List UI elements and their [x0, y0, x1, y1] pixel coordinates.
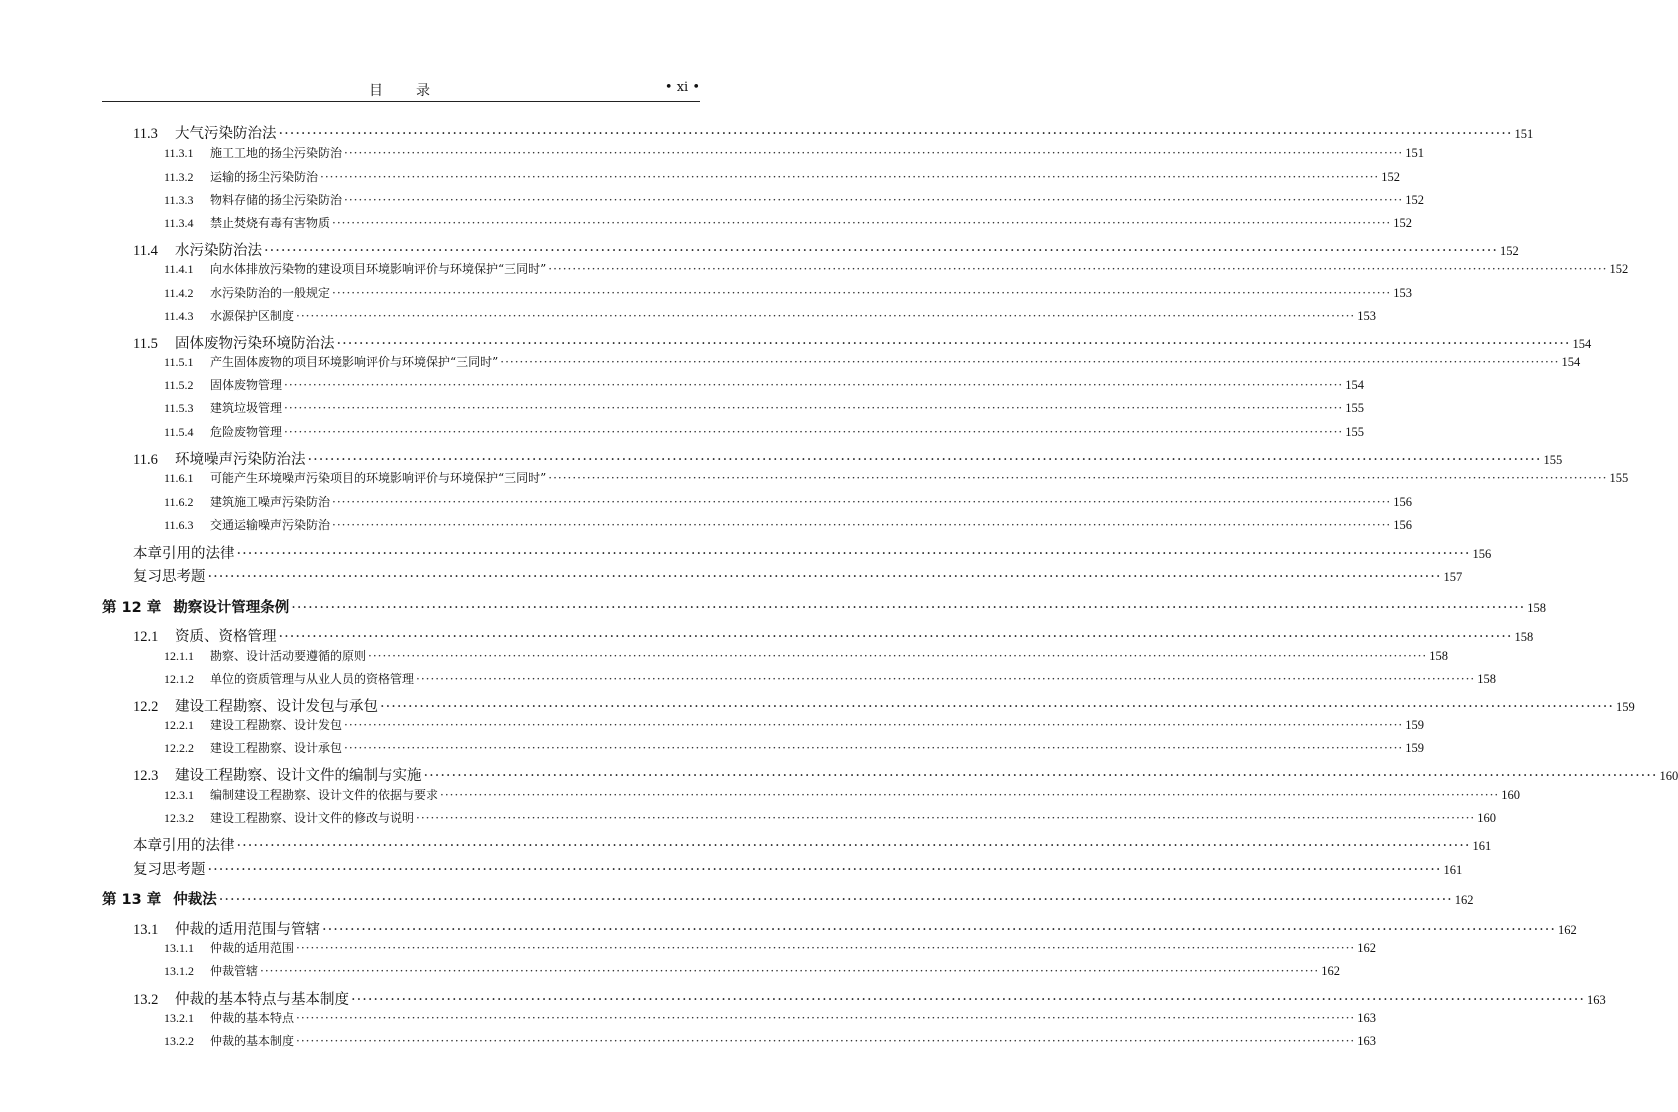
toc-entry[interactable]	[164, 423, 1364, 440]
dot-leader: ····························································································································································································································	[332, 286, 1392, 300]
toc-entry-page: 157	[1443, 570, 1463, 584]
toc-entry-page: 156	[1393, 495, 1412, 509]
toc-entry-title: 仲裁的基本特点	[210, 1011, 295, 1025]
header-rule	[102, 101, 700, 102]
toc-entry-title: 复习思考题	[133, 569, 206, 585]
toc-entry[interactable]	[133, 918, 1577, 939]
toc-entry-page: 162	[1558, 923, 1577, 937]
toc-entry-page: 152	[1393, 216, 1412, 230]
toc-entry-page: 155	[1345, 401, 1364, 415]
toc-entry-number: 13.2.1	[164, 1011, 194, 1025]
toc-entry[interactable]	[133, 695, 1635, 716]
toc-entry[interactable]	[102, 596, 1547, 617]
dot-leader: ····························································································································································································································	[344, 741, 1404, 755]
toc-entry[interactable]	[164, 716, 1424, 733]
toc-entry-number: 11.3.1	[164, 146, 194, 160]
toc-entry[interactable]	[164, 809, 1496, 826]
toc-entry-page: 155	[1543, 453, 1563, 467]
toc-entry[interactable]	[164, 493, 1412, 510]
toc-entry[interactable]	[164, 1032, 1376, 1049]
toc-entry-page: 163	[1357, 1011, 1376, 1025]
toc-entry-number: 11.6	[133, 452, 158, 468]
toc-entry-title: 建设工程勘察、设计发包	[210, 718, 343, 732]
toc-entry-number: 11.3	[133, 126, 158, 142]
toc-entry[interactable]	[133, 858, 1463, 879]
toc-entry[interactable]	[133, 565, 1463, 586]
toc-entry-page: 162	[1357, 941, 1376, 955]
toc-entry-title: 建设工程勘察、设计文件的编制与实施	[175, 768, 422, 784]
toc-entry[interactable]	[133, 332, 1592, 353]
dot-leader: ····························································································································································································································	[416, 672, 1476, 686]
header-page-number: • xi •	[664, 80, 700, 95]
dot-leader: ····························································································································································································································	[320, 170, 1380, 184]
toc-entry[interactable]	[164, 214, 1412, 231]
toc-entry[interactable]	[164, 144, 1424, 161]
toc-entry-page: 160	[1501, 788, 1520, 802]
dot-leader: ····························································································································································································································	[207, 862, 1442, 878]
dot-leader: ····························································································································································································································	[296, 941, 1356, 955]
toc-entry-title: 仲裁管辖	[210, 964, 259, 978]
toc-entry-title: 建设工程勘察、设计发包与承包	[175, 699, 378, 715]
toc-entry-title: 环境噪声污染防治法	[175, 452, 306, 468]
toc-entry[interactable]	[164, 191, 1424, 208]
toc-entry[interactable]	[164, 399, 1364, 416]
header-title-right: 录	[416, 83, 433, 99]
toc-entry[interactable]	[133, 764, 1678, 785]
toc-entry-title: 水污染防治的一般规定	[210, 286, 331, 300]
toc-entry-number: 11.6.2	[164, 495, 194, 509]
dot-leader: ····························································································································································································································	[332, 518, 1392, 532]
toc-entry-title: 勘察设计管理条例	[173, 600, 290, 616]
toc-entry-title: 单位的资质管理与从业人员的资格管理	[210, 672, 415, 686]
toc-entry-title: 仲裁的基本制度	[210, 1034, 295, 1048]
toc-entry-title: 固体废物管理	[210, 378, 283, 392]
dot-leader: ····························································································································································································································	[344, 146, 1404, 160]
toc-entry-page: 152	[1405, 193, 1424, 207]
dot-leader: ····························································································································································································································	[423, 768, 1658, 784]
toc-entry-page: 158	[1429, 649, 1448, 663]
toc-entry[interactable]	[164, 670, 1496, 687]
toc-entry-page: 152	[1609, 262, 1629, 276]
toc-entry-page: 151	[1405, 146, 1424, 160]
dot-leader: ····························································································································································································································	[332, 495, 1392, 509]
dot-leader: ····························································································································································································································	[284, 425, 1344, 439]
dot-leader: ····························································································································································································································	[548, 262, 1608, 276]
dot-leader: ····························································································································································································································	[344, 193, 1404, 207]
toc-entry-number: 11.5	[133, 336, 158, 352]
toc-entry-number: 13.1.1	[164, 941, 194, 955]
toc-entry-page: 155	[1609, 471, 1629, 485]
dot-leader: ····························································································································································································································	[322, 922, 1557, 938]
toc-entry-number: 12.1.2	[164, 672, 194, 686]
toc-entry-title: 资质、资格管理	[175, 629, 277, 645]
dot-leader: ····························································································································································································································	[368, 649, 1428, 663]
dot-leader: ····························································································································································································································	[416, 811, 1476, 825]
toc-entry[interactable]	[164, 353, 1581, 370]
running-header	[102, 76, 700, 102]
toc-entry-title: 建设工程勘察、设计文件的修改与说明	[210, 811, 415, 825]
dot-leader: ····························································································································································································································	[296, 309, 1356, 323]
toc-entry[interactable]	[133, 448, 1563, 469]
toc-entry-title: 建筑施工噪声污染防治	[210, 495, 331, 509]
toc-entry-page: 159	[1405, 741, 1424, 755]
toc-entry-number: 11.5.3	[164, 401, 194, 415]
toc-entry-number: 11.5.4	[164, 425, 194, 439]
toc-entry-title: 禁止焚烧有毒有害物质	[210, 216, 331, 230]
toc-entry-title: 大气污染防治法	[175, 126, 277, 142]
dot-leader: ····························································································································································································································	[218, 892, 1453, 908]
toc-entry-title: 向水体排放污染物的建设项目环境影响评价与环境保护“三同时”	[210, 262, 547, 276]
dot-leader: ····························································································································································································································	[332, 216, 1392, 230]
toc-entry-number: 11.5.2	[164, 378, 194, 392]
toc-entry-page: 161	[1443, 863, 1463, 877]
toc-entry-title: 物料存储的扬尘污染防治	[210, 193, 343, 207]
toc-entry-page: 158	[1527, 601, 1547, 615]
toc-entry-number: 13.1.2	[164, 964, 194, 978]
dot-leader: ····························································································································································································································	[260, 964, 1320, 978]
header-title-left: 目	[369, 83, 386, 99]
toc-entry-number: 12.3.2	[164, 811, 194, 825]
toc-entry-title: 水源保护区制度	[210, 309, 295, 323]
toc-entry-number: 第 12 章	[102, 600, 162, 616]
toc-entry-page: 162	[1454, 893, 1474, 907]
toc-entry-number: 11.4.3	[164, 309, 194, 323]
toc-entry-page: 151	[1514, 127, 1534, 141]
toc-entry[interactable]	[164, 307, 1376, 324]
toc-entry[interactable]	[164, 647, 1448, 664]
toc-entry-title: 危险废物管理	[210, 425, 283, 439]
toc-entry[interactable]	[133, 834, 1492, 855]
toc-entry-title: 施工工地的扬尘污染防治	[210, 146, 343, 160]
toc-entry-number: 12.1.1	[164, 649, 194, 663]
toc-entry-page: 161	[1472, 839, 1492, 853]
toc-entry-number: 12.2	[133, 699, 159, 715]
toc-entry-page: 159	[1405, 718, 1424, 732]
toc-entry-title: 编制建设工程勘察、设计文件的依据与要求	[210, 788, 439, 802]
toc-entry-number: 13.1	[133, 922, 159, 938]
toc-entry-page: 154	[1345, 378, 1364, 392]
toc-entry[interactable]	[133, 988, 1606, 1009]
toc-entry-number: 11.3.4	[164, 216, 194, 230]
toc-entry-number: 11.4.2	[164, 286, 194, 300]
toc-entry-number: 13.2	[133, 992, 159, 1008]
toc-entry-title: 运输的扬尘污染防治	[210, 170, 319, 184]
toc-entry-number: 12.2.2	[164, 741, 194, 755]
toc-entry-title: 本章引用的法律	[133, 838, 235, 854]
toc-entry-title: 固体废物污染环境防治法	[175, 336, 335, 352]
toc-entry[interactable]	[102, 888, 1474, 909]
toc-entry-title: 勘察、设计活动要遵循的原则	[210, 649, 367, 663]
toc-entry-page: 154	[1561, 355, 1581, 369]
toc-entry-title: 建设工程勘察、设计承包	[210, 741, 343, 755]
toc-entry[interactable]	[164, 284, 1412, 301]
toc-entry-number: 13.2.2	[164, 1034, 194, 1048]
dot-leader: ····························································································································································································································	[307, 452, 1542, 468]
toc-entry[interactable]	[133, 542, 1492, 563]
dot-leader: ····························································································································································································································	[351, 992, 1586, 1008]
toc-entry-number: 12.1	[133, 629, 159, 645]
dot-leader: ····························································································································································································································	[236, 838, 1471, 854]
toc-entry-title: 水污染防治法	[175, 243, 262, 259]
toc-entry-title: 仲裁的基本特点与基本制度	[175, 992, 349, 1008]
toc-entry-page: 160	[1659, 769, 1678, 783]
toc-entry-title: 建筑垃圾管理	[210, 401, 283, 415]
toc-entry-page: 154	[1572, 337, 1592, 351]
toc-entry-title: 复习思考题	[133, 862, 206, 878]
toc-entry-page: 159	[1616, 700, 1635, 714]
dot-leader: ····························································································································································································································	[296, 1011, 1356, 1025]
toc-entry[interactable]	[164, 168, 1400, 185]
toc-entry-title: 仲裁的适用范围与管辖	[175, 922, 320, 938]
toc-entry[interactable]	[133, 625, 1534, 646]
toc-entry[interactable]	[133, 239, 1519, 260]
dot-leader: ····························································································································································································································	[291, 600, 1526, 616]
dot-leader: ····························································································································································································································	[296, 1034, 1356, 1048]
toc-entry[interactable]	[164, 260, 1629, 277]
toc-entry[interactable]	[133, 122, 1534, 143]
toc-entry-page: 163	[1587, 993, 1606, 1007]
dot-leader: ····························································································································································································································	[380, 699, 1615, 715]
toc-entry-page: 152	[1500, 244, 1519, 258]
toc-entry-page: 162	[1321, 964, 1340, 978]
toc-entry[interactable]	[164, 739, 1424, 756]
toc-entry[interactable]	[164, 962, 1340, 979]
toc-entry-number: 第 13 章	[102, 892, 162, 908]
toc-entry-title: 仲裁法	[173, 892, 217, 908]
toc-entry-number: 11.3.3	[164, 193, 194, 207]
toc-entry-number: 11.3.2	[164, 170, 194, 184]
toc-entry-page: 153	[1357, 309, 1376, 323]
toc-entry-number: 11.4.1	[164, 262, 194, 276]
toc-entry-page: 156	[1472, 547, 1492, 561]
toc-entry-number: 12.2.1	[164, 718, 194, 732]
toc-entry[interactable]	[164, 376, 1364, 393]
toc-entry-title: 仲裁的适用范围	[210, 941, 295, 955]
dot-leader: ····························································································································································································································	[236, 546, 1471, 562]
toc-entry-page: 160	[1477, 811, 1496, 825]
toc-entry[interactable]	[164, 516, 1412, 533]
toc-entry[interactable]	[164, 469, 1629, 486]
toc-entry[interactable]	[164, 786, 1520, 803]
header-title	[102, 80, 700, 100]
toc-entry-title: 产生固体废物的项目环境影响评价与环境保护“三同时”	[210, 355, 499, 369]
toc-entry-number: 11.6.1	[164, 471, 194, 485]
toc-entry-title: 可能产生环境噪声污染项目的环境影响评价与环境保护“三同时”	[210, 471, 547, 485]
toc-entry-number: 12.3.1	[164, 788, 194, 802]
dot-leader: ····························································································································································································································	[207, 569, 1442, 585]
toc-entry-number: 12.3	[133, 768, 159, 784]
dot-leader: ····························································································································································································································	[264, 243, 1499, 259]
dot-leader: ····························································································································································································································	[440, 788, 1500, 802]
toc-entry-title: 交通运输噪声污染防治	[210, 518, 331, 532]
dot-leader: ····························································································································································································································	[344, 718, 1404, 732]
dot-leader: ····························································································································································································································	[336, 336, 1571, 352]
dot-leader: ····························································································································································································································	[278, 629, 1513, 645]
toc-entry-page: 158	[1514, 630, 1534, 644]
toc-entry-page: 152	[1381, 170, 1400, 184]
toc-entry-page: 158	[1477, 672, 1496, 686]
toc-entry-page: 155	[1345, 425, 1364, 439]
toc-entry-page: 153	[1393, 286, 1412, 300]
toc-entry-number: 11.5.1	[164, 355, 194, 369]
toc-entry-page: 163	[1357, 1034, 1376, 1048]
dot-leader: ····························································································································································································································	[500, 355, 1560, 369]
dot-leader: ····························································································································································································································	[284, 378, 1344, 392]
toc-entry[interactable]	[164, 939, 1376, 956]
toc-entry-title: 本章引用的法律	[133, 546, 235, 562]
dot-leader: ····························································································································································································································	[548, 471, 1608, 485]
toc-entry[interactable]	[164, 1009, 1376, 1026]
toc-entry-page: 156	[1393, 518, 1412, 532]
toc-entry-number: 11.6.3	[164, 518, 194, 532]
dot-leader: ····························································································································································································································	[278, 126, 1513, 142]
dot-leader: ····························································································································································································································	[284, 401, 1344, 415]
toc-entry-number: 11.4	[133, 243, 158, 259]
